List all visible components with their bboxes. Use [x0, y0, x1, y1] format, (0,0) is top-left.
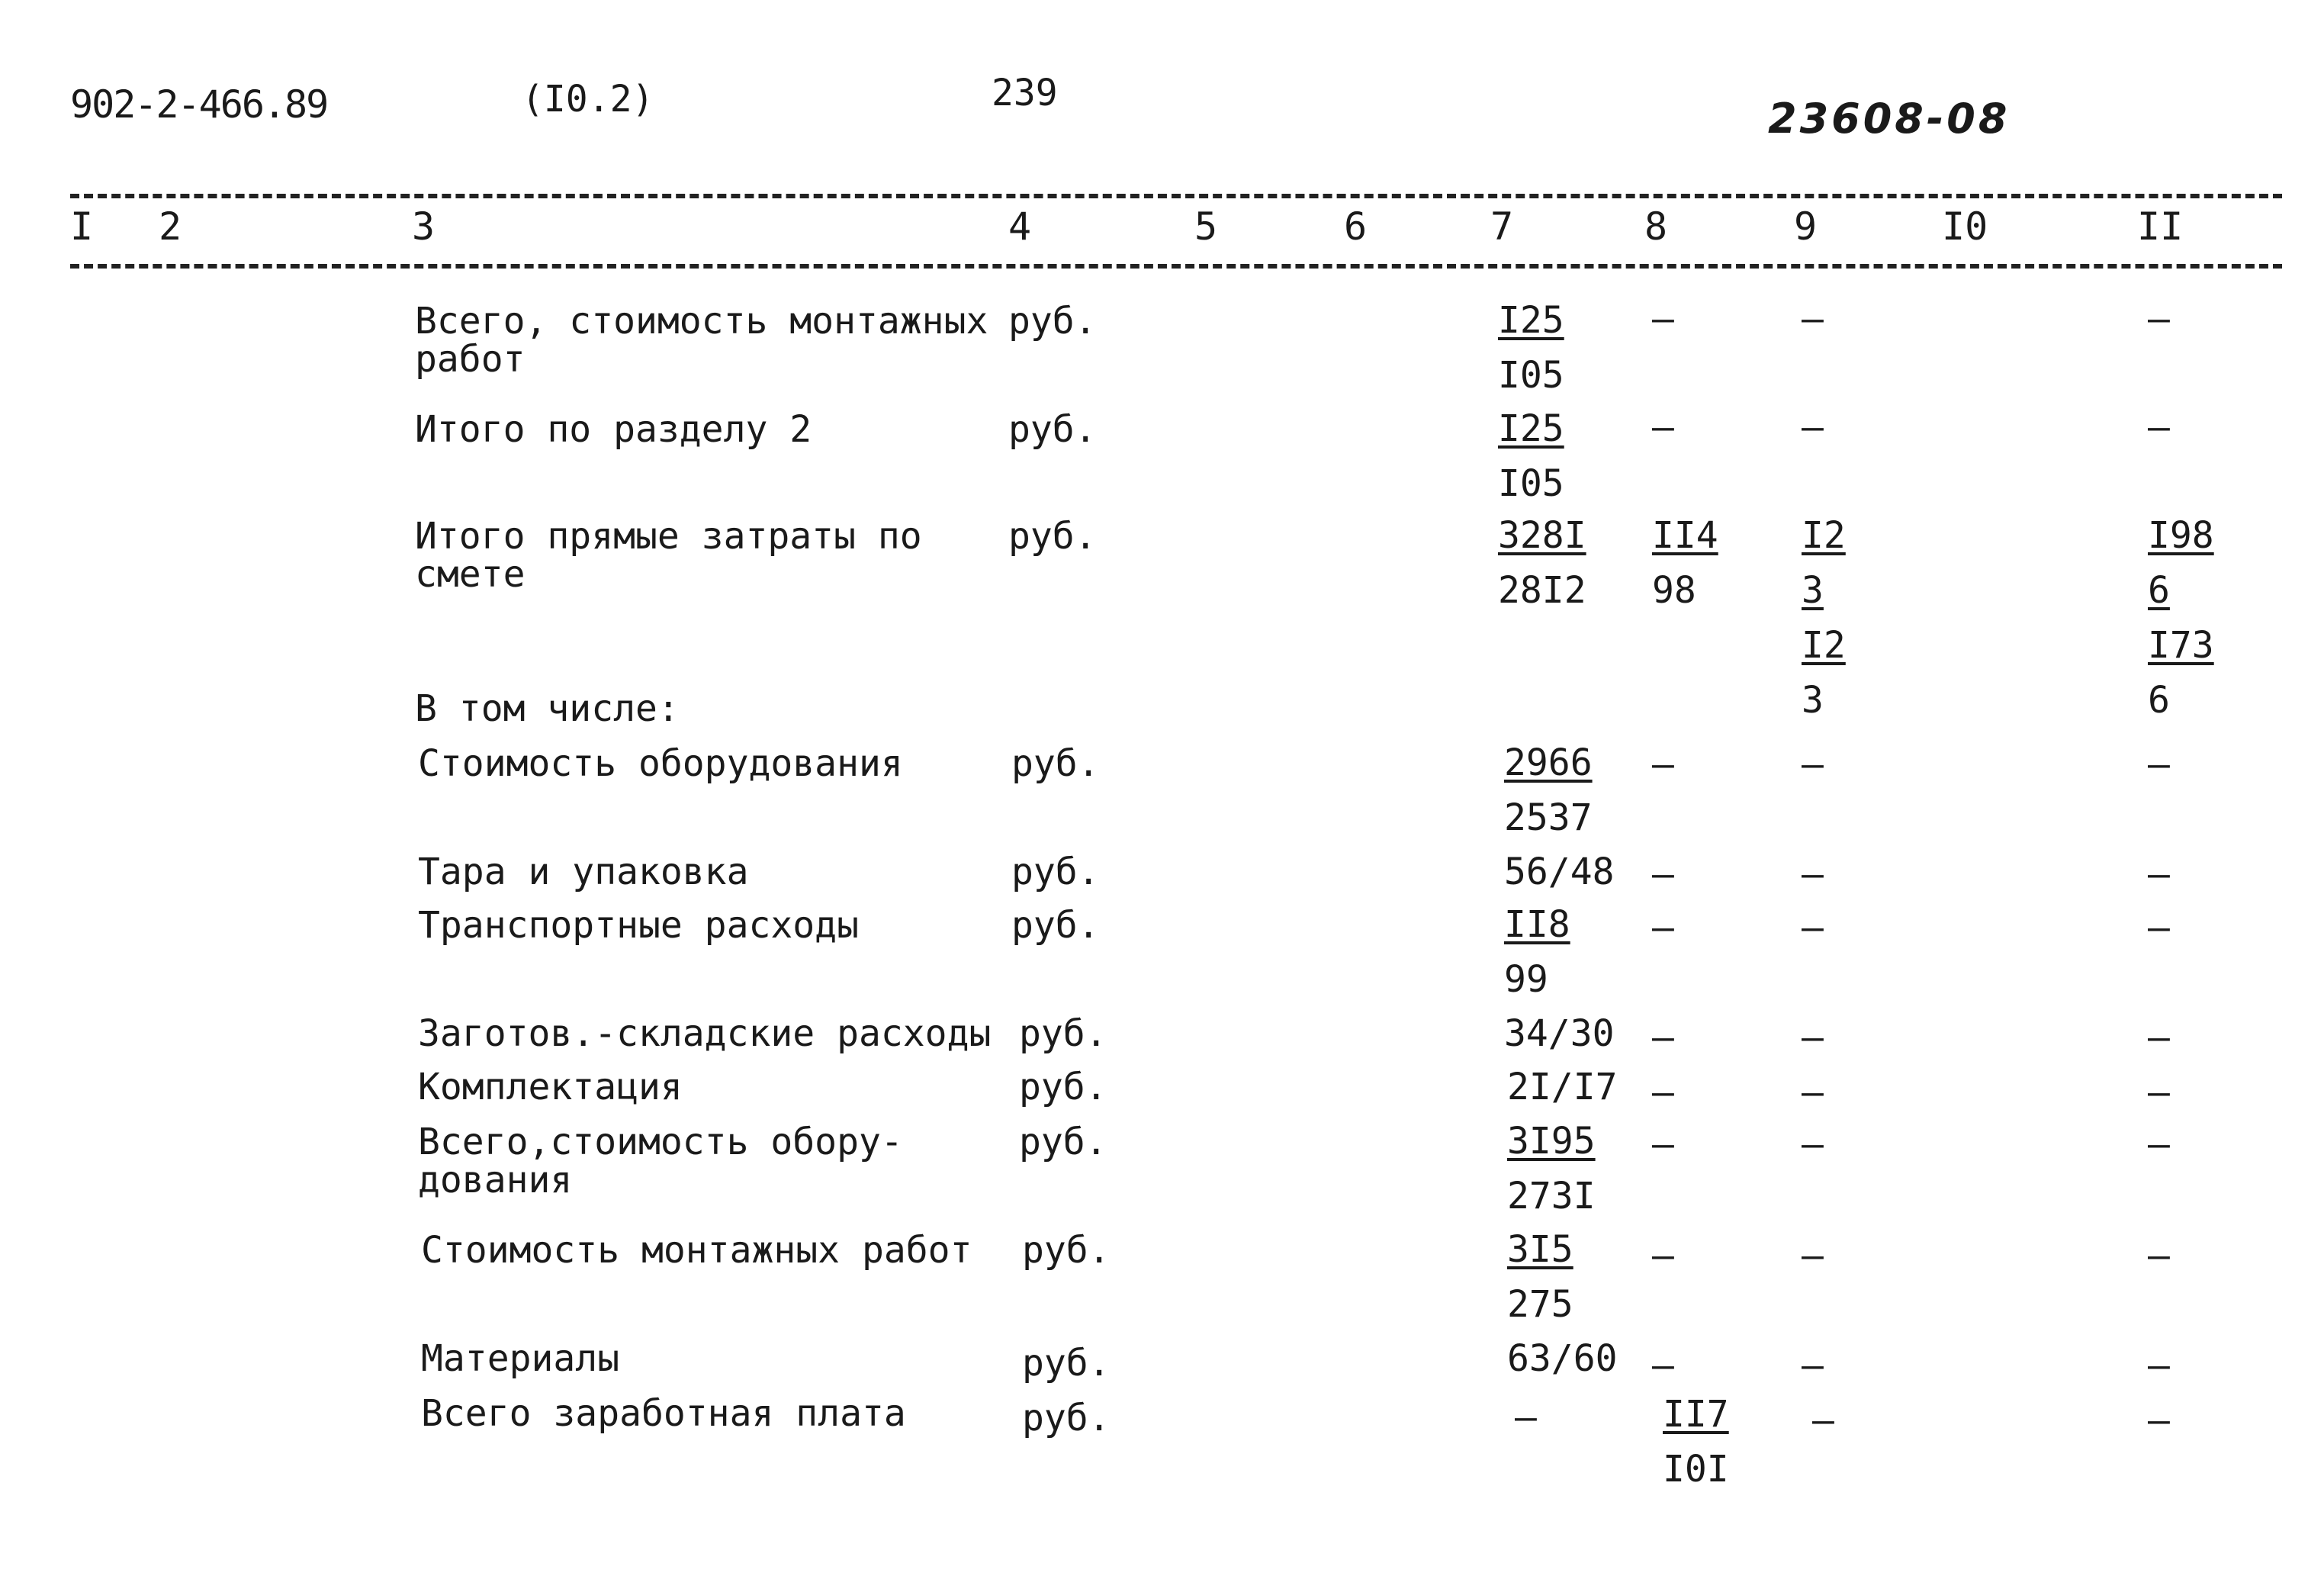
- col11-dash: –: [2148, 298, 2170, 340]
- column-number-11: II: [2137, 204, 2184, 249]
- section-number: (I0.2): [522, 78, 654, 121]
- col8-dash: –: [1652, 1234, 1674, 1277]
- col7-dash: –: [1515, 1396, 1537, 1439]
- col8-value: [1663, 1387, 1729, 1497]
- col9-dash: –: [1802, 1016, 1824, 1059]
- col9-dash: –: [1802, 1071, 1824, 1114]
- col7-value: [1498, 293, 1564, 403]
- col7-denominator: 273I: [1507, 1175, 1596, 1217]
- row-name: Заготов.-складские расходы: [418, 1012, 992, 1055]
- row-name: Комплектация: [418, 1066, 683, 1108]
- col11-dash: –: [2148, 1399, 2170, 1442]
- row-unit: руб.: [1022, 1229, 1111, 1272]
- col9-dash: –: [1802, 406, 1824, 449]
- row-unit: руб.: [1019, 1012, 1107, 1055]
- col7-numerator: II8: [1504, 903, 1570, 946]
- col7-value: [1507, 1114, 1596, 1224]
- col9-dash: –: [1802, 1123, 1824, 1166]
- col8-numerator: II7: [1663, 1393, 1729, 1436]
- col7-value: [1507, 1222, 1573, 1332]
- col7-numerator: 3I5: [1507, 1228, 1573, 1271]
- table-header-rule: [70, 264, 2282, 269]
- col7-value: [1498, 508, 1586, 618]
- col9-part-2: 3: [1802, 569, 1824, 612]
- col8-dash: –: [1652, 906, 1674, 949]
- col8-dash: –: [1652, 1071, 1674, 1114]
- col8-dash: –: [1652, 853, 1674, 896]
- col8-dash: –: [1652, 298, 1674, 340]
- col11-dash: –: [2148, 1123, 2170, 1166]
- col8-dash: –: [1652, 1016, 1674, 1059]
- column-number-4: 4: [1008, 204, 1032, 249]
- row-name: Итого прямые затраты по смете: [415, 515, 922, 596]
- row-unit: руб.: [1022, 1397, 1111, 1439]
- col7-value: 2I/I7: [1507, 1066, 1618, 1108]
- col11-part-2: 6: [2148, 569, 2170, 612]
- row-name: Стоимость оборудования: [418, 742, 903, 785]
- document-code: 902-2-466.89: [70, 82, 328, 127]
- col7-denominator: 2537: [1504, 796, 1593, 839]
- row-name: Транспортные расходы: [418, 904, 859, 947]
- col8-denominator: 98: [1652, 569, 1696, 612]
- row-unit: руб.: [1008, 408, 1097, 451]
- row-name: Тара и упаковка: [418, 851, 749, 893]
- table-top-rule: [70, 194, 2282, 198]
- col7-denominator: 28I2: [1498, 569, 1586, 612]
- row-name: Итого по разделу 2: [415, 408, 812, 451]
- col11-part-4: 6: [2148, 679, 2170, 722]
- col7-denominator: 275: [1507, 1283, 1573, 1326]
- col9-dash: –: [1802, 1344, 1824, 1387]
- col11-dash: –: [2148, 1234, 2170, 1277]
- col9-value: [1802, 508, 1846, 728]
- col9-dash: –: [1802, 1234, 1824, 1277]
- col11-value: [2148, 508, 2214, 728]
- col8-numerator: II4: [1652, 514, 1718, 557]
- col11-dash: –: [2148, 1344, 2170, 1387]
- row-name: Материалы: [421, 1337, 620, 1380]
- col9-dash: –: [1802, 906, 1824, 949]
- column-number-1: I: [70, 204, 94, 249]
- col9-dash: –: [1802, 853, 1824, 896]
- col9-dash: –: [1812, 1399, 1834, 1442]
- row-unit: руб.: [1011, 904, 1100, 947]
- col7-value: 34/30: [1504, 1012, 1615, 1055]
- column-number-7: 7: [1490, 204, 1514, 249]
- col7-numerator: I25: [1498, 407, 1564, 450]
- column-number-10: I0: [1942, 204, 1988, 249]
- col7-numerator: 328I: [1498, 514, 1586, 557]
- col9-dash: –: [1802, 743, 1824, 786]
- col11-part-3: I73: [2148, 624, 2214, 667]
- col7-numerator: 3I95: [1507, 1120, 1596, 1163]
- subsection-label: В том числе:: [415, 687, 680, 730]
- row-unit: руб.: [1011, 851, 1100, 893]
- column-number-2: 2: [159, 204, 182, 249]
- page-number: 239: [992, 72, 1058, 114]
- col8-value: [1652, 508, 1718, 618]
- col7-denominator: I05: [1498, 462, 1564, 505]
- row-unit: руб.: [1019, 1066, 1107, 1108]
- col7-denominator: 99: [1504, 958, 1548, 1001]
- row-name: Всего заработная плата: [421, 1392, 906, 1435]
- col7-numerator: I25: [1498, 299, 1564, 342]
- col7-value: [1504, 897, 1570, 1007]
- col7-value: 56/48: [1504, 851, 1615, 893]
- col8-dash: –: [1652, 743, 1674, 786]
- col8-dash: –: [1652, 1123, 1674, 1166]
- col11-part-1: I98: [2148, 514, 2214, 557]
- row-unit: руб.: [1022, 1342, 1111, 1385]
- col11-dash: –: [2148, 743, 2170, 786]
- col8-dash: –: [1652, 1344, 1674, 1387]
- col11-dash: –: [2148, 1071, 2170, 1114]
- col9-part-4: 3: [1802, 679, 1824, 722]
- column-number-8: 8: [1644, 204, 1668, 249]
- col7-value: 63/60: [1507, 1337, 1618, 1380]
- column-number-9: 9: [1794, 204, 1818, 249]
- col7-numerator: 2966: [1504, 741, 1593, 784]
- col9-part-3: I2: [1802, 624, 1846, 667]
- col11-dash: –: [2148, 853, 2170, 896]
- col7-denominator: I05: [1498, 354, 1564, 397]
- row-name: Стоимость монтажных работ: [421, 1229, 972, 1272]
- col9-dash: –: [1802, 298, 1824, 340]
- col11-dash: –: [2148, 406, 2170, 449]
- col8-denominator: I0I: [1663, 1448, 1729, 1491]
- row-name: Всего,стоимость обору- дования: [418, 1121, 903, 1201]
- column-number-6: 6: [1344, 204, 1368, 249]
- col7-value: [1504, 735, 1593, 845]
- col8-dash: –: [1652, 406, 1674, 449]
- row-name: Всего, стоимость монтажных работ: [415, 300, 988, 381]
- row-unit: руб.: [1008, 515, 1097, 558]
- col9-part-1: I2: [1802, 514, 1846, 557]
- row-unit: руб.: [1008, 300, 1097, 343]
- handwritten-stamp: 23608-08: [1768, 95, 2011, 143]
- column-number-5: 5: [1194, 204, 1218, 249]
- column-number-3: 3: [412, 204, 436, 249]
- row-unit: руб.: [1011, 742, 1100, 785]
- col11-dash: –: [2148, 906, 2170, 949]
- row-unit: руб.: [1019, 1121, 1107, 1163]
- col7-value: [1498, 401, 1564, 511]
- col11-dash: –: [2148, 1016, 2170, 1059]
